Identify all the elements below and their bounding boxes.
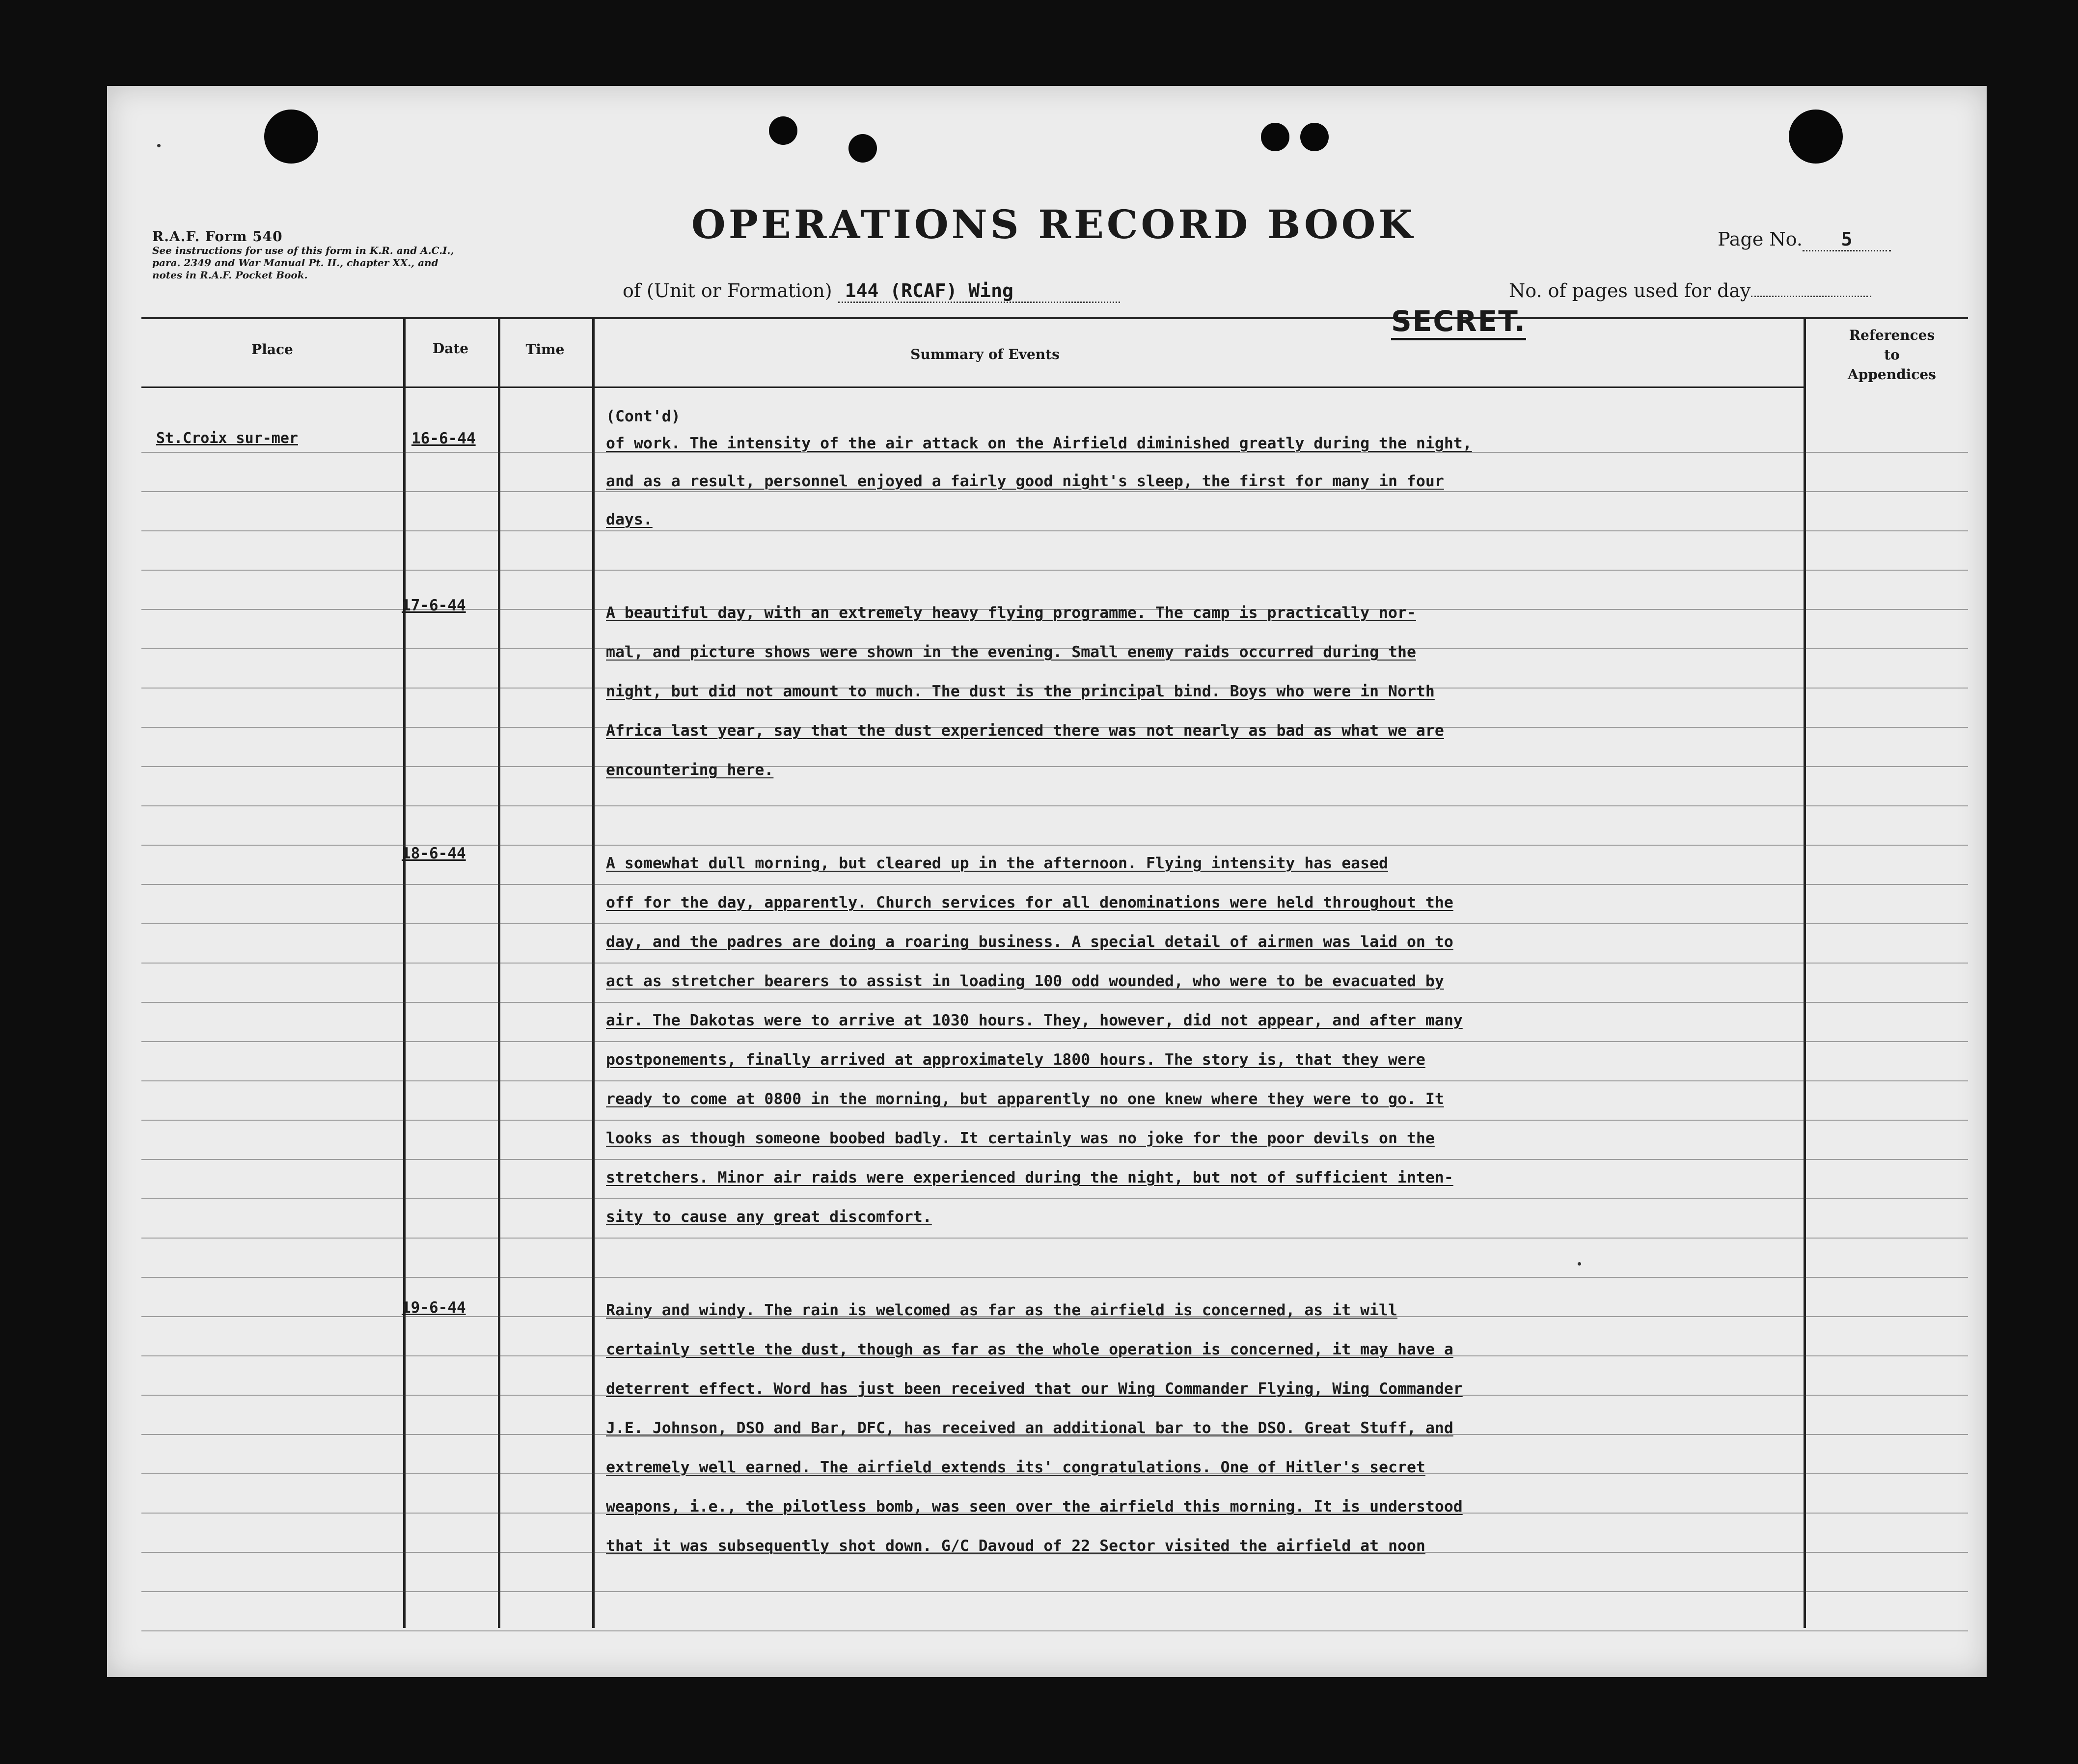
ruled-line	[141, 884, 1968, 885]
summary-line: night, but did not amount to much. The dust is the principal bind. Boys who were in North	[606, 683, 1435, 700]
date-entry: 16-6-44	[411, 430, 476, 447]
date-entry: 18-6-44	[402, 845, 466, 862]
page-number-field	[1718, 228, 1891, 251]
date-entry: 19-6-44	[402, 1299, 466, 1317]
summary-line: and as a result, personnel enjoyed a fairly good night's sleep, the first for many in four	[606, 472, 1444, 490]
summary-line: of work. The intensity of the air attack on the Airfield diminished greatly during the night,	[606, 435, 1472, 452]
column-header-place: Place	[251, 341, 293, 358]
column-header-time: Time	[525, 341, 565, 358]
ruled-line	[141, 1159, 1968, 1160]
ruled-line	[141, 923, 1968, 924]
ruled-line	[141, 1080, 1968, 1081]
date-entry: 17-6-44	[402, 597, 466, 614]
page-number-value: 5	[1803, 228, 1891, 251]
ruled-line	[141, 1238, 1968, 1239]
summary-line: A beautiful day, with an extremely heavy flying programme. The camp is practically nor-	[606, 604, 1416, 622]
summary-line: that it was subsequently shot down. G/C Davoud of 22 Sector visited the airfield at noon	[606, 1537, 1425, 1555]
punch-hole	[1300, 123, 1329, 151]
summary-line: mal, and picture shows were shown in the evening. Small enemy raids occurred during the	[606, 643, 1416, 661]
unit-field	[623, 280, 1120, 303]
paper-speck	[157, 144, 161, 147]
unit-label: of (Unit or Formation)	[623, 280, 832, 302]
column-divider	[403, 317, 406, 1628]
summary-line: air. The Dakotas were to arrive at 1030 hours. They, however, did not appear, and after many	[606, 1012, 1463, 1029]
summary-line: sity to cause any great discomfort.	[606, 1208, 932, 1226]
ruled-line	[141, 1591, 1968, 1592]
references-line-3: Appendices	[1848, 366, 1936, 383]
column-header-summary: Summary of Events	[910, 346, 1060, 362]
punch-hole-left	[264, 110, 318, 164]
form-number: R.A.F. Form 540	[152, 228, 283, 245]
page-number-label: Page No.	[1718, 228, 1803, 250]
ruled-line	[141, 1198, 1968, 1199]
pages-used-label: No. of pages used for day	[1509, 280, 1751, 302]
ruled-line	[141, 1277, 1968, 1278]
punch-hole	[769, 116, 797, 145]
summary-line: day, and the padres are doing a roaring business. A special detail of airmen was laid on to	[606, 933, 1453, 951]
page-title: OPERATIONS RECORD BOOK	[691, 201, 1416, 248]
summary-line: J.E. Johnson, DSO and Bar, DFC, has received an additional bar to the DSO. Great Stuff, and	[606, 1419, 1453, 1437]
summary-line: weapons, i.e., the pilotless bomb, was seen over the airfield this morning. It is understood	[606, 1498, 1463, 1516]
summary-line: off for the day, apparently. Church services for all denominations were held throughout the	[606, 894, 1453, 911]
summary-line: postponements, finally arrived at approximately 1800 hours. The story is, that they were	[606, 1051, 1425, 1069]
paper-speck	[1578, 1262, 1581, 1266]
pages-used-field	[1509, 280, 1871, 302]
references-line-1: References	[1849, 327, 1935, 343]
column-divider	[498, 317, 500, 1628]
summary-line: (Cont'd)	[606, 408, 681, 425]
punch-hole	[1261, 123, 1289, 151]
column-divider	[592, 317, 595, 1628]
header-bottom-border	[141, 386, 1804, 388]
ruled-line	[141, 766, 1968, 767]
summary-line: act as stretcher bearers to assist in loading 100 odd wounded, who were to be evacuated by	[606, 972, 1444, 990]
references-line-2: to	[1884, 347, 1900, 363]
secret-stamp: SECRET.	[1391, 304, 1526, 340]
summary-line: looks as though someone boobed badly. It certainly was no joke for the poor devils on the	[606, 1130, 1435, 1147]
ruled-line	[141, 1630, 1968, 1631]
table-top-border	[141, 317, 1968, 319]
form-reference	[152, 228, 594, 281]
summary-line: ready to come at 0800 in the morning, but apparently no one knew where they were to go. It	[606, 1090, 1444, 1108]
column-header-date: Date	[432, 340, 469, 357]
form-instructions-3: notes in R.A.F. Pocket Book.	[152, 269, 308, 281]
ruled-line	[141, 963, 1968, 964]
form-instructions-1: See instructions for use of this form in K.R. and A.C.I.,	[152, 245, 454, 256]
ruled-line	[141, 491, 1968, 492]
summary-line: days.	[606, 511, 653, 528]
summary-line: extremely well earned. The airfield extends its' congratulations. One of Hitler's secret	[606, 1459, 1425, 1476]
place-entry: St.Croix sur-mer	[156, 430, 298, 447]
pages-used-blank	[1751, 296, 1871, 297]
record-sheet	[107, 86, 1987, 1677]
summary-line: encountering here.	[606, 761, 774, 779]
ruled-line	[141, 530, 1968, 531]
ruled-line	[141, 1002, 1968, 1003]
column-header-references	[1806, 326, 1978, 385]
punch-hole-right	[1789, 110, 1843, 164]
summary-line: deterrent effect. Word has just been received that our Wing Commander Flying, Wing Commander	[606, 1380, 1463, 1398]
summary-line: Africa last year, say that the dust experienced there was not nearly as bad as what we are	[606, 722, 1444, 740]
summary-line: stretchers. Minor air raids were experienced during the night, but not of sufficient inten-	[606, 1169, 1453, 1186]
unit-value: 144 (RCAF) Wing	[838, 280, 1120, 303]
ruled-line	[141, 805, 1968, 806]
summary-line: A somewhat dull morning, but cleared up in the afternoon. Flying intensity has eased	[606, 854, 1389, 872]
ruled-line	[141, 570, 1968, 571]
form-instructions-2: para. 2349 and War Manual Pt. II., chapter XX., and	[152, 257, 438, 269]
punch-hole	[848, 134, 877, 163]
ruled-line	[141, 1041, 1968, 1042]
summary-line: certainly settle the dust, though as far as the whole operation is concerned, it may have a	[606, 1341, 1453, 1358]
ruled-line	[141, 1120, 1968, 1121]
column-divider	[1804, 317, 1806, 1628]
summary-line: Rainy and windy. The rain is welcomed as far as the airfield is concerned, as it will	[606, 1301, 1397, 1319]
